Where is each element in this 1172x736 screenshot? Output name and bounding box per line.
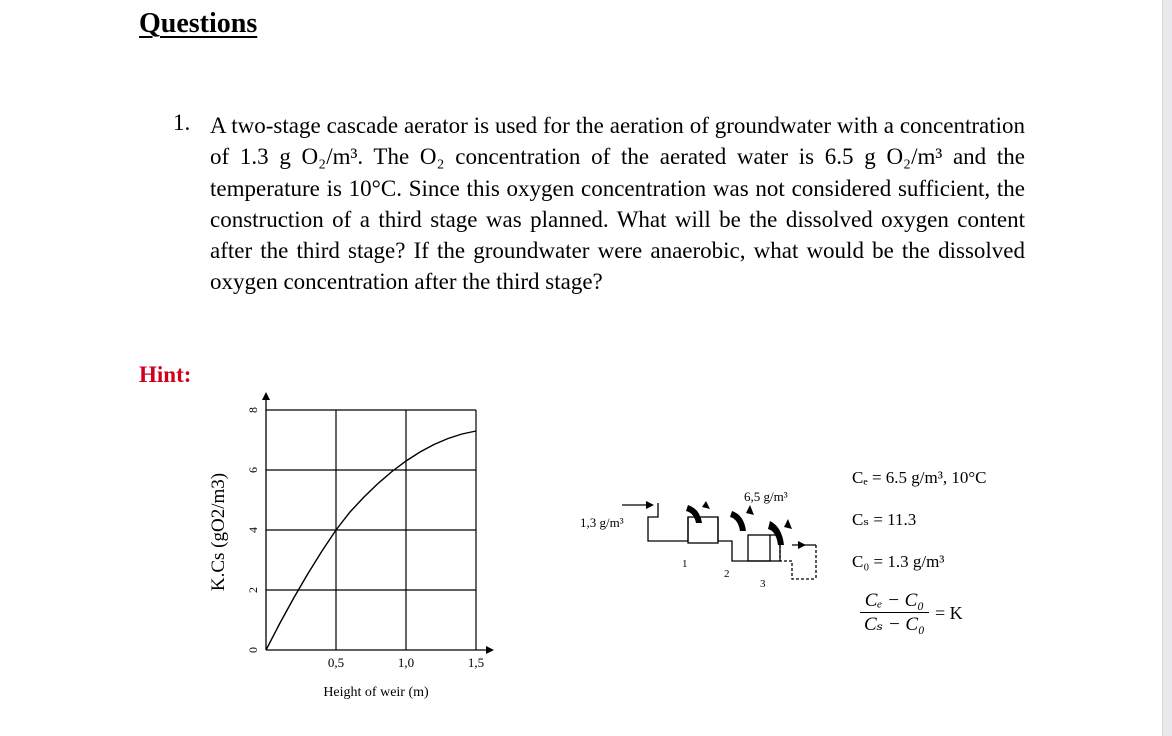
cascade-inlet-label: 1,3 g/m³	[580, 515, 624, 530]
question-number: 1.	[173, 110, 191, 135]
page-edge-scrollbar	[1162, 0, 1172, 736]
jet-2	[702, 501, 710, 509]
chart-y-tick-label-8: 8	[245, 407, 260, 413]
stage-1-chamber	[688, 517, 718, 543]
question-text: A two-stage cascade aerator is used for the aeration of groundwater with a concentration of 1.3 g O₂/m³. The O₂ concentration of the aerated water is 6.5 g O₂/m³ and the temperature is 10°C. Since this oxygen concentration was not considered sufficient, the construction of a third stage was planned. What will be the dissolved oxygen content after the third stage? If the groundwater were anaerobic, what would be the dissolved oxygen concentration after the third stage?	[210, 113, 1025, 295]
chart-x-tick-label-2: 1,0	[397, 655, 415, 670]
jet-6	[784, 519, 792, 529]
stage-label-1: 1	[682, 558, 688, 570]
fraction-numerator: Cₑ − C₀	[860, 590, 929, 613]
hint-label: Hint:	[139, 362, 192, 387]
cascade-outlet-label: 6,5 g/m³	[744, 489, 788, 504]
weir-height-chart	[190, 390, 520, 710]
cascade-aerator-diagram	[570, 475, 830, 595]
stage-label-3: 3	[760, 578, 766, 590]
fraction-denominator: Cₛ − C₀	[864, 614, 925, 635]
formula-ce: Cₑ = 6.5 g/m³, 10°C	[852, 468, 987, 487]
cascade-outlet-arrowhead	[798, 541, 806, 549]
chart-y-tick-label-6: 6	[245, 467, 260, 473]
chart-y-tick-label-4: 4	[245, 527, 260, 533]
chart-x-tick-label-3: 1,5	[467, 655, 485, 670]
formula-k-fraction	[860, 590, 929, 636]
chart-series-line-1	[266, 431, 476, 650]
stage-2-chamber	[748, 535, 780, 561]
jet-4	[746, 505, 754, 515]
chart-y-axis-arrow	[262, 392, 270, 400]
chart-x-tick-label-1: 0,5	[327, 655, 345, 670]
fraction-equals-k: = K	[935, 603, 963, 623]
chart-y-tick-label-2: 2	[245, 587, 260, 593]
page-heading: Questions	[139, 8, 258, 39]
formula-cs: Cₛ = 11.3	[852, 510, 917, 529]
water-jets	[686, 501, 792, 545]
jet-3	[730, 511, 746, 531]
chart-y-axis-label: K.Cs (gO2/m3)	[208, 472, 229, 592]
stage-label-2: 2	[724, 568, 730, 580]
stage-1-basin	[648, 503, 688, 541]
cascade-inlet-arrowhead	[646, 501, 654, 509]
formula-c0: C₀ = 1.3 g/m³	[852, 552, 945, 571]
chart-x-axis-arrow	[486, 646, 494, 654]
chart-x-axis-label: Height of weir (m)	[323, 685, 429, 700]
chart-y-tick-label-0: 0	[245, 647, 260, 653]
